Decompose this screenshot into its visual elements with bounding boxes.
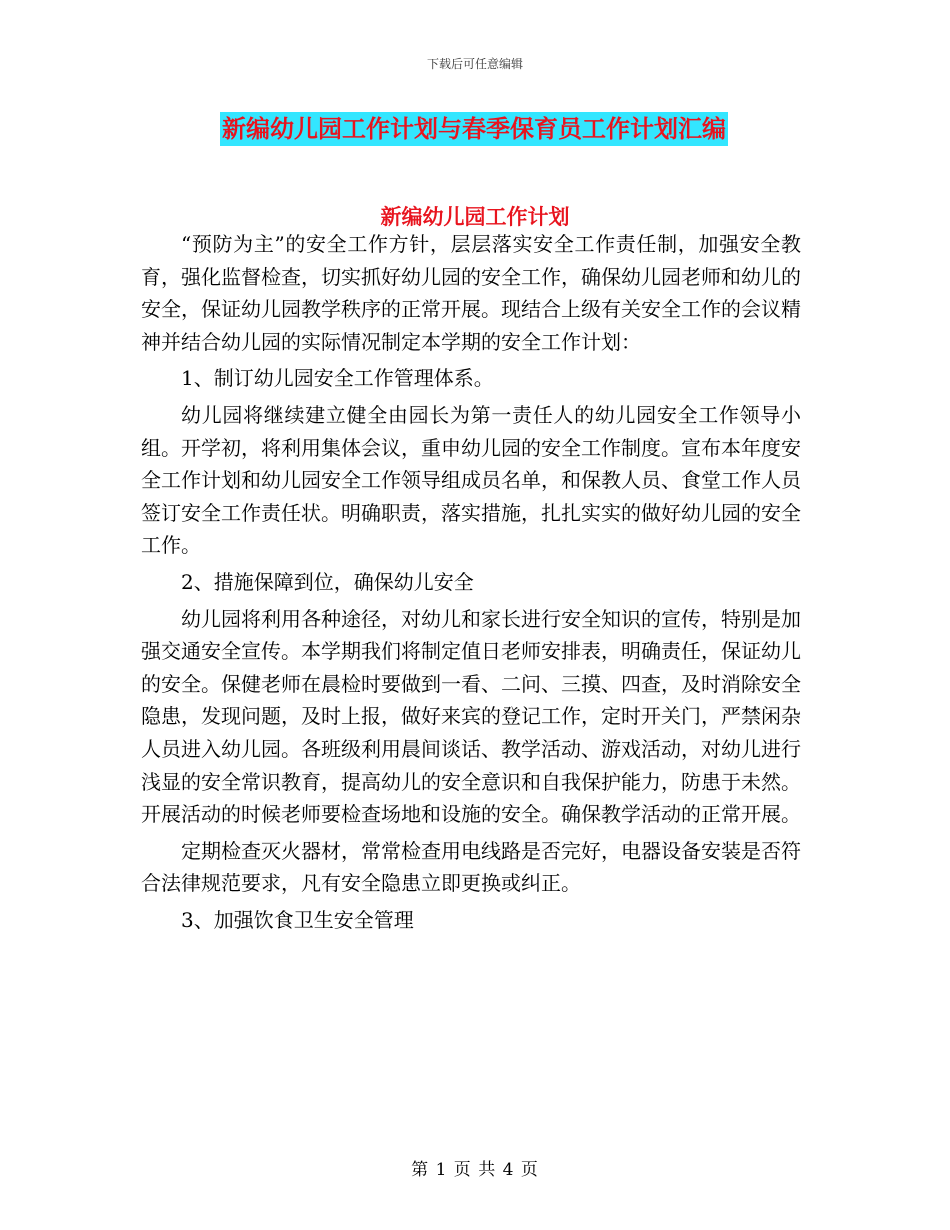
document-body: [141, 228, 801, 936]
paragraph-item-1: 幼儿园将继续建立健全由园长为第一责任人的幼儿园安全工作领导小组。开学初，将利用集体会议，重申幼儿园的安全工作制度。宣布本年度安全工作计划和幼儿园安全工作领导组成员名单，和保教人员、食堂工作人员签订安全工作责任状。明确职责，落实措施，扎扎实实的做好幼儿园的安全工作。: [141, 402, 801, 558]
paragraph-fire-equipment: 定期检查灭火器材，常常检查用电线路是否完好，电器设备安装是否符合法律规范要求，凡有安全隐患立即更换或纠正。: [141, 838, 801, 896]
document-main-title: 新编幼儿园工作计划与春季保育员工作计划汇编: [220, 112, 728, 146]
heading-item-1: 1、制订幼儿园安全工作管理体系。: [181, 366, 494, 391]
paragraph-intro: “预防为主”的安全工作方针，层层落实安全工作责任制，加强安全教育，强化监督检查，切实抓好幼儿园的安全工作，确保幼儿园老师和幼儿的安全，保证幼儿园教学秩序的正常开展。现结合上级有关安全工作的会议精神并结合幼儿园的实际情况制定本学期的安全工作计划：: [141, 232, 801, 354]
section-title: 新编幼儿园工作计划: [380, 204, 570, 229]
header-note: 下载后可任意编辑: [426, 57, 523, 71]
heading-item-3: 3、加强饮食卫生安全管理: [181, 907, 414, 932]
paragraph-item-2: 幼儿园将利用各种途径，对幼儿和家长进行安全知识的宣传，特别是加强交通安全宣传。本学期我们将制定值日老师安排表，明确责任，保证幼儿的安全。保健老师在晨检时要做到一看、二问、三摸、四查，及时消除安全隐患，发现问题，及时上报，做好来宾的登记工作，定时开关门，严禁闲杂人员进入幼儿园。各班级利用晨间谈话、教学活动、游戏活动，对幼儿进行浅显的安全常识教育，提高幼儿的安全意识和自我保护能力，防患于未然。开展活动的时候老师要检查场地和设施的安全。确保教学活动的正常开展。: [141, 606, 801, 827]
page-number-footer: 第 1 页 共 4 页: [411, 1160, 539, 1180]
heading-item-2: 2、措施保障到位，确保幼儿安全: [181, 569, 474, 594]
